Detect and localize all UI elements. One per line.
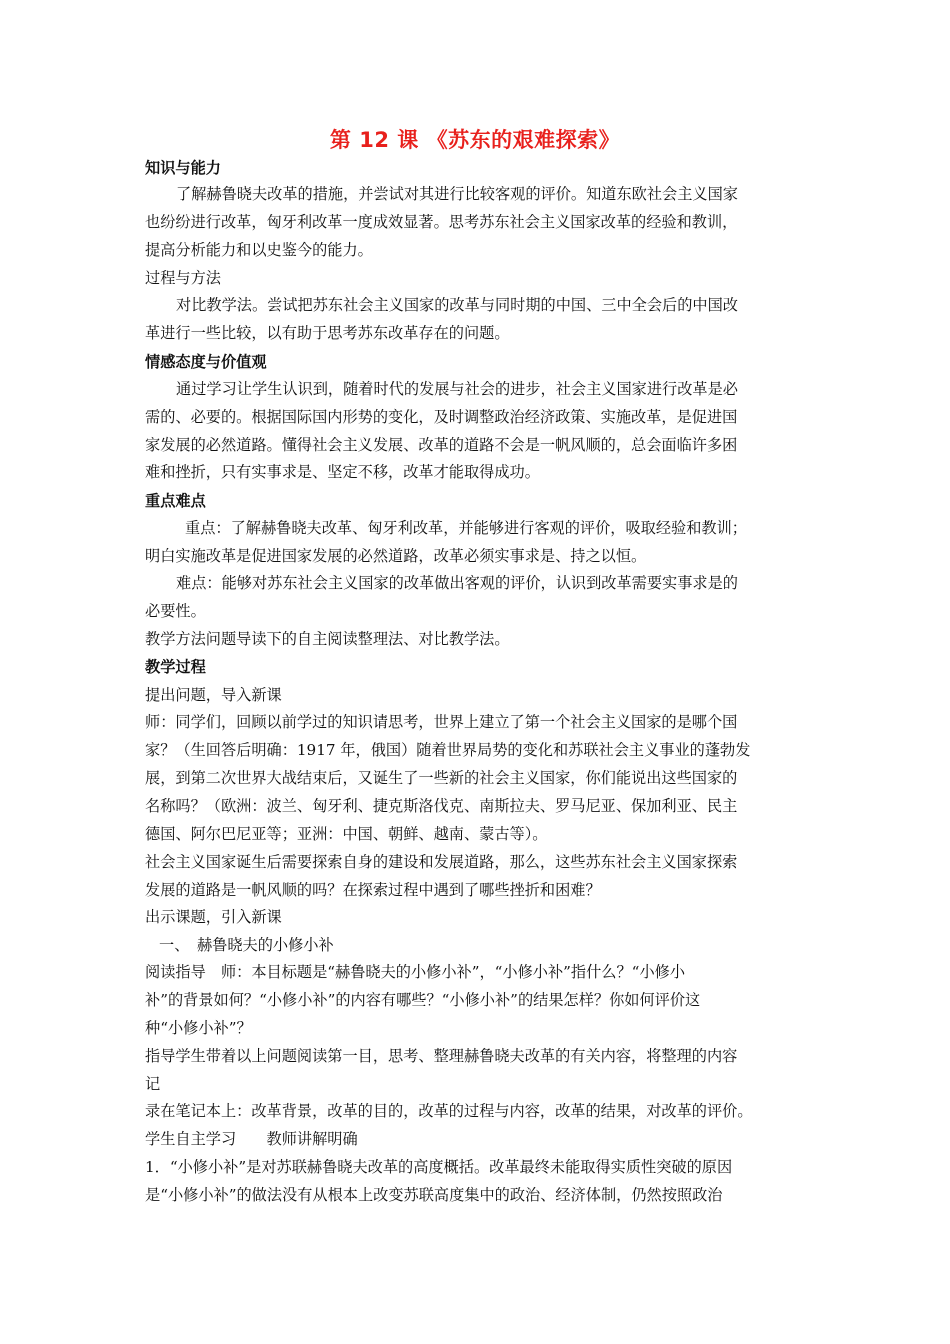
subsection-heading: 一、 赫鲁晓夫的小修小补 bbox=[159, 936, 334, 954]
paragraph-line: 教学方法问题导读下的自主阅读整理法、对比教学法。 bbox=[145, 630, 510, 648]
paragraph-line: 提出问题，导入新课 bbox=[145, 686, 282, 704]
section-heading: 情感态度与价值观 bbox=[145, 353, 267, 371]
paragraph-line: 名称吗？（欧洲：波兰、匈牙利、捷克斯洛伐克、南斯拉夫、罗马尼亚、保加利亚、民主 bbox=[145, 797, 738, 815]
paragraph-line: 是“小修小补”的做法没有从根本上改变苏联高度集中的政治、经济体制，仍然按照政治 bbox=[145, 1186, 723, 1204]
paragraph-line: 通过学习让学生认识到，随着时代的发展与社会的进步，社会主义国家进行改革是必 bbox=[176, 380, 738, 398]
paragraph-line: 提高分析能力和以史鉴今的能力。 bbox=[145, 241, 373, 259]
paragraph-line: 学生自主学习 教师讲解明确 bbox=[145, 1130, 358, 1148]
paragraph-line: 革进行一些比较，以有助于思考苏东改革存在的问题。 bbox=[145, 324, 510, 342]
paragraph-line: 重点：了解赫鲁晓夫改革、匈牙利改革，并能够进行客观的评价，吸取经验和教训； bbox=[185, 519, 747, 537]
paragraph-line: 1．“小修小补”是对苏联赫鲁晓夫改革的高度概括。改革最终未能取得实质性突破的原因 bbox=[145, 1158, 733, 1176]
paragraph-line: 阅读指导 师：本目标题是“赫鲁晓夫的小修小补”，“小修小补”指什么？“小修小 bbox=[145, 963, 686, 981]
paragraph-line: 了解赫鲁晓夫改革的措施，并尝试对其进行比较客观的评价。知道东欧社会主义国家 bbox=[176, 185, 738, 203]
paragraph-line: 家？（生回答后明确：1917 年，俄国）随着世界局势的变化和苏联社会主义事业的蓬勃发 bbox=[145, 741, 751, 759]
paragraph-line: 也纷纷进行改革，匈牙利改革一度成效显著。思考苏东社会主义国家改革的经验和教训， bbox=[145, 213, 738, 231]
paragraph-line: 种“小修小补”？ bbox=[145, 1019, 252, 1037]
paragraph-line: 明白实施改革是促进国家发展的必然道路，改革必须实事求是、持之以恒。 bbox=[145, 547, 647, 565]
paragraph-line: 德国、阿尔巴尼亚等；亚洲：中国、朝鲜、越南、蒙古等）。 bbox=[145, 825, 548, 843]
paragraph-line: 需的、必要的。根据国际国内形势的变化，及时调整政治经济政策、实施改革，是促进国 bbox=[145, 408, 738, 426]
section-heading: 重点难点 bbox=[145, 492, 206, 510]
page-title: 第 12 课 《苏东的艰难探索》 bbox=[329, 128, 621, 152]
paragraph-line: 录在笔记本上：改革背景，改革的目的，改革的过程与内容，改革的结果，对改革的评价。 bbox=[145, 1102, 753, 1120]
paragraph-line: 出示课题，引入新课 bbox=[145, 908, 282, 926]
paragraph-line: 补”的背景如何？“小修小补”的内容有哪些？“小修小补”的结果怎样？你如何评价这 bbox=[145, 991, 701, 1009]
section-heading: 教学过程 bbox=[145, 658, 206, 676]
paragraph-line: 发展的道路是一帆风顺的吗？在探索过程中遇到了哪些挫折和困难？ bbox=[145, 881, 601, 899]
section-heading: 知识与能力 bbox=[145, 159, 221, 177]
paragraph-line: 师：同学们，回顾以前学过的知识请思考，世界上建立了第一个社会主义国家的是哪个国 bbox=[145, 713, 738, 731]
paragraph-line: 难和挫折，只有实事求是、坚定不移，改革才能取得成功。 bbox=[145, 463, 540, 481]
paragraph-line: 家发展的必然道路。懂得社会主义发展、改革的道路不会是一帆风顺的，总会面临许多困 bbox=[145, 436, 738, 454]
paragraph-line: 难点：能够对苏东社会主义国家的改革做出客观的评价，认识到改革需要实事求是的 bbox=[176, 574, 738, 592]
section-heading: 过程与方法 bbox=[145, 269, 221, 287]
paragraph-line: 指导学生带着以上问题阅读第一目，思考、整理赫鲁晓夫改革的有关内容，将整理的内容 bbox=[145, 1047, 738, 1065]
paragraph-line: 对比教学法。尝试把苏东社会主义国家的改革与同时期的中国、三中全会后的中国改 bbox=[176, 296, 738, 314]
paragraph-line: 必要性。 bbox=[145, 602, 206, 620]
paragraph-line: 记 bbox=[145, 1075, 161, 1093]
paragraph-line: 社会主义国家诞生后需要探索自身的建设和发展道路，那么，这些苏东社会主义国家探索 bbox=[145, 853, 738, 871]
paragraph-line: 展，到第二次世界大战结束后，又诞生了一些新的社会主义国家，你们能说出这些国家的 bbox=[145, 769, 738, 787]
